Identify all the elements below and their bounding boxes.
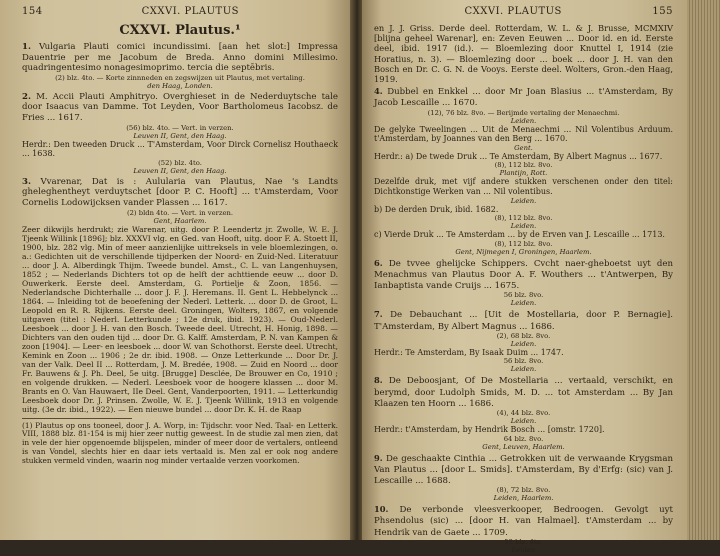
entry-text: Vulgaria Plauti comici incundissimi. [aan het slot:] Impressa Dauentrie per me Jacobum de Breda. Anno domini Millesimo. quadringentesimo nonagesimoprimo. tercia die septēbris. xyxy=(22,42,338,74)
entry-text: De verbonde vleesverkooper, Bedroogen. Gevolgt uyt Phsendolus (sic) ... [door H. van Halmael]. t'Amsterdam ... by Hendrik van de Gaete ... 1709. xyxy=(374,505,673,538)
right-entries xyxy=(374,86,673,554)
entry-reprint-meta: (8), 112 blz. 8vo. xyxy=(494,161,553,170)
entry-place: Leiden. xyxy=(510,116,537,125)
entry-description: Zeer dikwijls herdrukt; zie Warenar, uitg. door P. Leendertz jr. Zwolle, W. E. J. Tjeenk Willink [1896]; blz. XXXVI vlg. en Ged. van Hooft, uitg. door F. A. Stoett II, 1900, blz. 282 vlg. Min of meer aanzienlijke uittreksels in vele bloemlezingen, o. a.: Gedichten uit de verschillende tijdperken der Noord- en Zuid-Ned. Literatuur ... door J. A. Alberdingk Thijm. Tweede bundel. Amst., C. L. van Langenhuysen, 1852 ; — Nederlands Dichters tot op de helft der achttiende eeuw ... door D. Ouwerkerk. Eerste deel. Amsterdam, G. Portielje & Zoon, 1856. — Nederlandsche Dichterhalle ... door J. F. J. Heremans. II. Gent L. Hebbelynck ... 1864. — Inleiding tot de beoefening der Nederl. Letterk. ... door D. de Groot, L. Leopold en R. R. Rijkens. Eerste deel. Groningen, Wolters, 1867, en volgende uitgaven (titel : Nederl. Letterkunde ; 12e druk, ibid. 1923). — Oud-Nederl. Leesboek ... door J. H. van den Bosch. Tweede deel. Utrecht, H. Honig, 1898. — Dichters van den ouden tijd ... door Dr. G. Kalff. Amsterdam, P. N. van Kampen & zoon [1904]. — Leer- en leesboek ... door W. van Schothorst. Eerste deel. Utrecht, Kemink en Zoon ... 1906 ; 2e dr. ibid. 1908. — Onze Letterkunde ... Door Dr. J. van der Valk. Deel II ... Rotterdam, J. M. Bredée, 1908. — Zuid en Noord ... door Fr. Bauwens & J. Ph. Deel, 5e uitg. [Brugge] Desclée, De Brouwer en Co, 1910 ; en volgende drukken. — Nederl. Leesboek voor de hoogere klassen ... door M. Brants en O. Van Hauwaert, IIe Deel. Gent, Vanderpoorten, 1911. — Letterkundig Leesboek door Dr. J. Prinsen. Zwolle, W. E. J. Tjeenk Willink, 1913 en volgende uitg. (3e dr. ibid., 1922). — Een nieuwe bundel ... door Dr. K. H. de Raap xyxy=(22,224,339,414)
entry-reprint-place: Gent, Leuven, Haarlem. xyxy=(482,442,565,451)
entry-text: De tvvee ghelijcke Schippers. Cvcht naer-gheboetst uyt den Menachmus van Plautus Door A. F. Wouthers ... t'Antwerpen, By Ianbaptista vande Cruijs ... 1675. xyxy=(374,258,673,292)
entry-meta: (8), 72 blz. 8vo. xyxy=(496,486,551,495)
entry-text: M. Accii Plauti Amphitryo. Overghieset in de Nederduytsche tale door Isaacus van Damme. Tot Leyden, Voor Bartholomeus Iacobsz. de Fries ... 1617. xyxy=(22,91,338,123)
entry-reprint-meta: (8), 112 blz. 8vo. xyxy=(494,239,553,248)
entry-reprint: Herdr.: a) De twede Druk ... Te Amsterdam, By Albert Magnus ... 1677. xyxy=(374,151,663,161)
entry-number: 6. xyxy=(374,257,389,268)
entry-8 xyxy=(374,375,673,450)
entry-text: Vvarenar, Dat is : Aulularia van Plautus, Nae 's Landts gheleghentheyt verduytschet [door P. C. Hooft] ... t'Amsterdam, Voor Cornelis Lodowijcksen vander Plassen ... 1617. xyxy=(22,176,338,208)
entry-text: De Debauchant ... [Uit de Mostellaria, door P. Bernagie]. T'Amsterdam, By Albert Magnus ... 1686. xyxy=(374,310,673,332)
entry-reprint-meta: 56 blz. 8vo. xyxy=(503,357,544,366)
entry-meta: 56 blz. 8vo. xyxy=(503,291,544,300)
entry-place: Gent, Haarlem. xyxy=(153,216,207,225)
entry-reprint: b) De derden Druk, ibid. 1682. xyxy=(374,204,499,214)
page-edges xyxy=(687,0,720,540)
right-running-head: CXXVI. PLAUTUS xyxy=(464,6,562,17)
footnote-divider xyxy=(22,418,132,419)
entry-number: 7. xyxy=(374,309,391,320)
entry-2 xyxy=(22,92,338,175)
right-page-header xyxy=(374,6,673,17)
section-title: CXXVI. Plautus.¹ xyxy=(119,23,241,38)
entry-text: De geschaakte Cinthia ... Getrokken uit de verwaande Krygsman Van Plautus ... [door L. Smids]. t'Amsterdam, By d'Erfg: (sic) van J. Lescaille ... 1688. xyxy=(374,453,673,486)
left-page-number: 154 xyxy=(22,6,43,17)
entry-reprint-place: Leuven II, Gent, den Haag. xyxy=(133,166,227,175)
entry-number: 3. xyxy=(22,176,31,187)
entry-reprint-place: Leiden. xyxy=(510,222,537,231)
entry-3 xyxy=(22,177,338,414)
entry-reprint-place: Gent, Nijmegen I, Groningen, Haarlem. xyxy=(455,247,592,256)
entry-meta: (2) bldn 4to. — Vert. in verzen. xyxy=(126,208,234,217)
entry-reprint-place: Plantijn, Rott. xyxy=(499,169,548,178)
entry-9 xyxy=(374,453,673,503)
entry-place: Leiden. xyxy=(510,417,537,425)
entry-number: 4. xyxy=(374,86,388,97)
entry-reprint: c) Vierde Druk ... Te Amsterdam ... by de Erven van J. Lescaille ... 1713. xyxy=(374,230,665,240)
entry-4 xyxy=(374,86,673,256)
entry-meta: (56) blz. 4to. — Vert. in verzen. xyxy=(126,123,234,132)
entry-1 xyxy=(22,42,338,90)
entry-reprint-meta: (8), 112 blz. 8vo. xyxy=(494,214,553,223)
entry-number: 9. xyxy=(374,452,387,463)
entry-number: 1. xyxy=(22,42,31,52)
entry-10 xyxy=(374,504,673,554)
entry-place: Leiden. xyxy=(510,299,537,308)
left-running-head: CXXVI. PLAUTUS xyxy=(141,6,239,17)
right-page xyxy=(362,0,687,554)
entry-meta: (2) blz. 4to. — Korte zinnneden en zegswijzen uit Plautus, met vertaling. xyxy=(55,73,305,82)
left-page xyxy=(0,0,352,540)
entry-number: 2. xyxy=(22,91,31,102)
entry-reprint-place: Leiden. xyxy=(510,365,537,374)
entry-place: Leuven II, Gent, den Haag. xyxy=(133,131,227,140)
entry-reprint-meta: (52) blz. 4to. xyxy=(158,158,202,167)
entry-place: Leiden xyxy=(511,545,536,554)
entry-meta: 52 blz. 4to. xyxy=(504,537,543,546)
entry-reprint: Herdr.: Den tweeden Druck ... T'Amsterdam, Voor Dirck Cornelisz Houthaeck ... 1638. xyxy=(22,139,338,159)
entry-reprint-meta: 64 blz. 8vo. xyxy=(503,434,544,443)
footnote: (1) Plautus op ons tooneel, door J. A. Worp, in: Tijdschr. voor Ned. Taal- en Letterk. VIII, 1888 blz. 81-154 is mij hier zeer nuttig geweest. In de studie zal men zien, dat in vele der hier opgenoemde blijspelen, minder of meer door de vertalers, ontleend is van Vondel, slechts hier en daar iets vertaald is. Men zal er ook nog andere stukken vermeld vinden, waarin nog minder vertaalde verzen voorkomen. xyxy=(22,420,338,465)
entry-reprint: Herdr.: Te Amsterdam, By Isaak Duim ... 1747. xyxy=(374,347,564,357)
continued-text: en J. J. Griss. Derde deel. Rotterdam, W. L. & J. Brusse, MCMXIV [blijna geheel Warenar], en: Zeven Eeuwen ... Door id. en id. Eerste deel, ibid. 1917 (id.). — Bloemlezing door Knuttel I, 1914 (zie Horatius, n. 3). — Bloemlezing door ... boek ... door J. H. van den Bosch en Dr. C. G. N. de Vooys. Eerste deel. Wolters, Gron.-den Haag, 1919. xyxy=(374,23,673,85)
entry-place: den Haag, Londen. xyxy=(147,81,213,90)
entry-reprint-place: Leiden. xyxy=(510,196,537,205)
entry-7 xyxy=(374,309,673,373)
entry-text: Dubbel en Enkkel ... door Mr Joan Blasius ... t'Amsterdam, By Jacob Lescaille ... 1670. xyxy=(374,87,673,109)
entry-reprint-place: Gent. xyxy=(514,143,533,152)
left-page-header xyxy=(22,6,338,17)
entry-6 xyxy=(374,258,673,308)
entry-reprint: De gelyke Tweelingen ... Uit de Menaechmi ... Nil Volentibus Arduum. t'Amsterdam, by Joannes van den Berg ... 1670. xyxy=(374,124,673,144)
entry-number: 10. xyxy=(374,504,400,515)
entry-meta: (4), 44 blz. 8vo. xyxy=(496,409,551,417)
entry-meta: (2), 68 blz. 8vo. xyxy=(496,331,551,340)
entry-text: De Deboosjant, Of De Mostellaria ... vertaald, verschikt, en berymd, door Ludolph Smids, M. D. ... tot Amsterdam ... By Jan Klaazen ten Hoorn ... 1686. xyxy=(374,376,673,409)
entry-reprint: Herdr.: t'Amsterdam, by Hendrik Bosch ... [omstr. 1720]. xyxy=(374,425,605,434)
entry-reprint: Dezelfde druk, met vijf andere stukken verschenen onder den titel: Dichtkonstige Werken van ... Nil volentibus. xyxy=(374,177,673,196)
entry-number: 8. xyxy=(374,375,389,386)
entry-meta: (12), 76 blz. 8vo. — Berijmde vertaling der Menaechmi. xyxy=(427,108,620,117)
entry-place: Leiden, Haarlem. xyxy=(493,494,554,503)
right-page-number: 155 xyxy=(652,6,673,17)
entry-place: Leiden. xyxy=(510,339,537,348)
